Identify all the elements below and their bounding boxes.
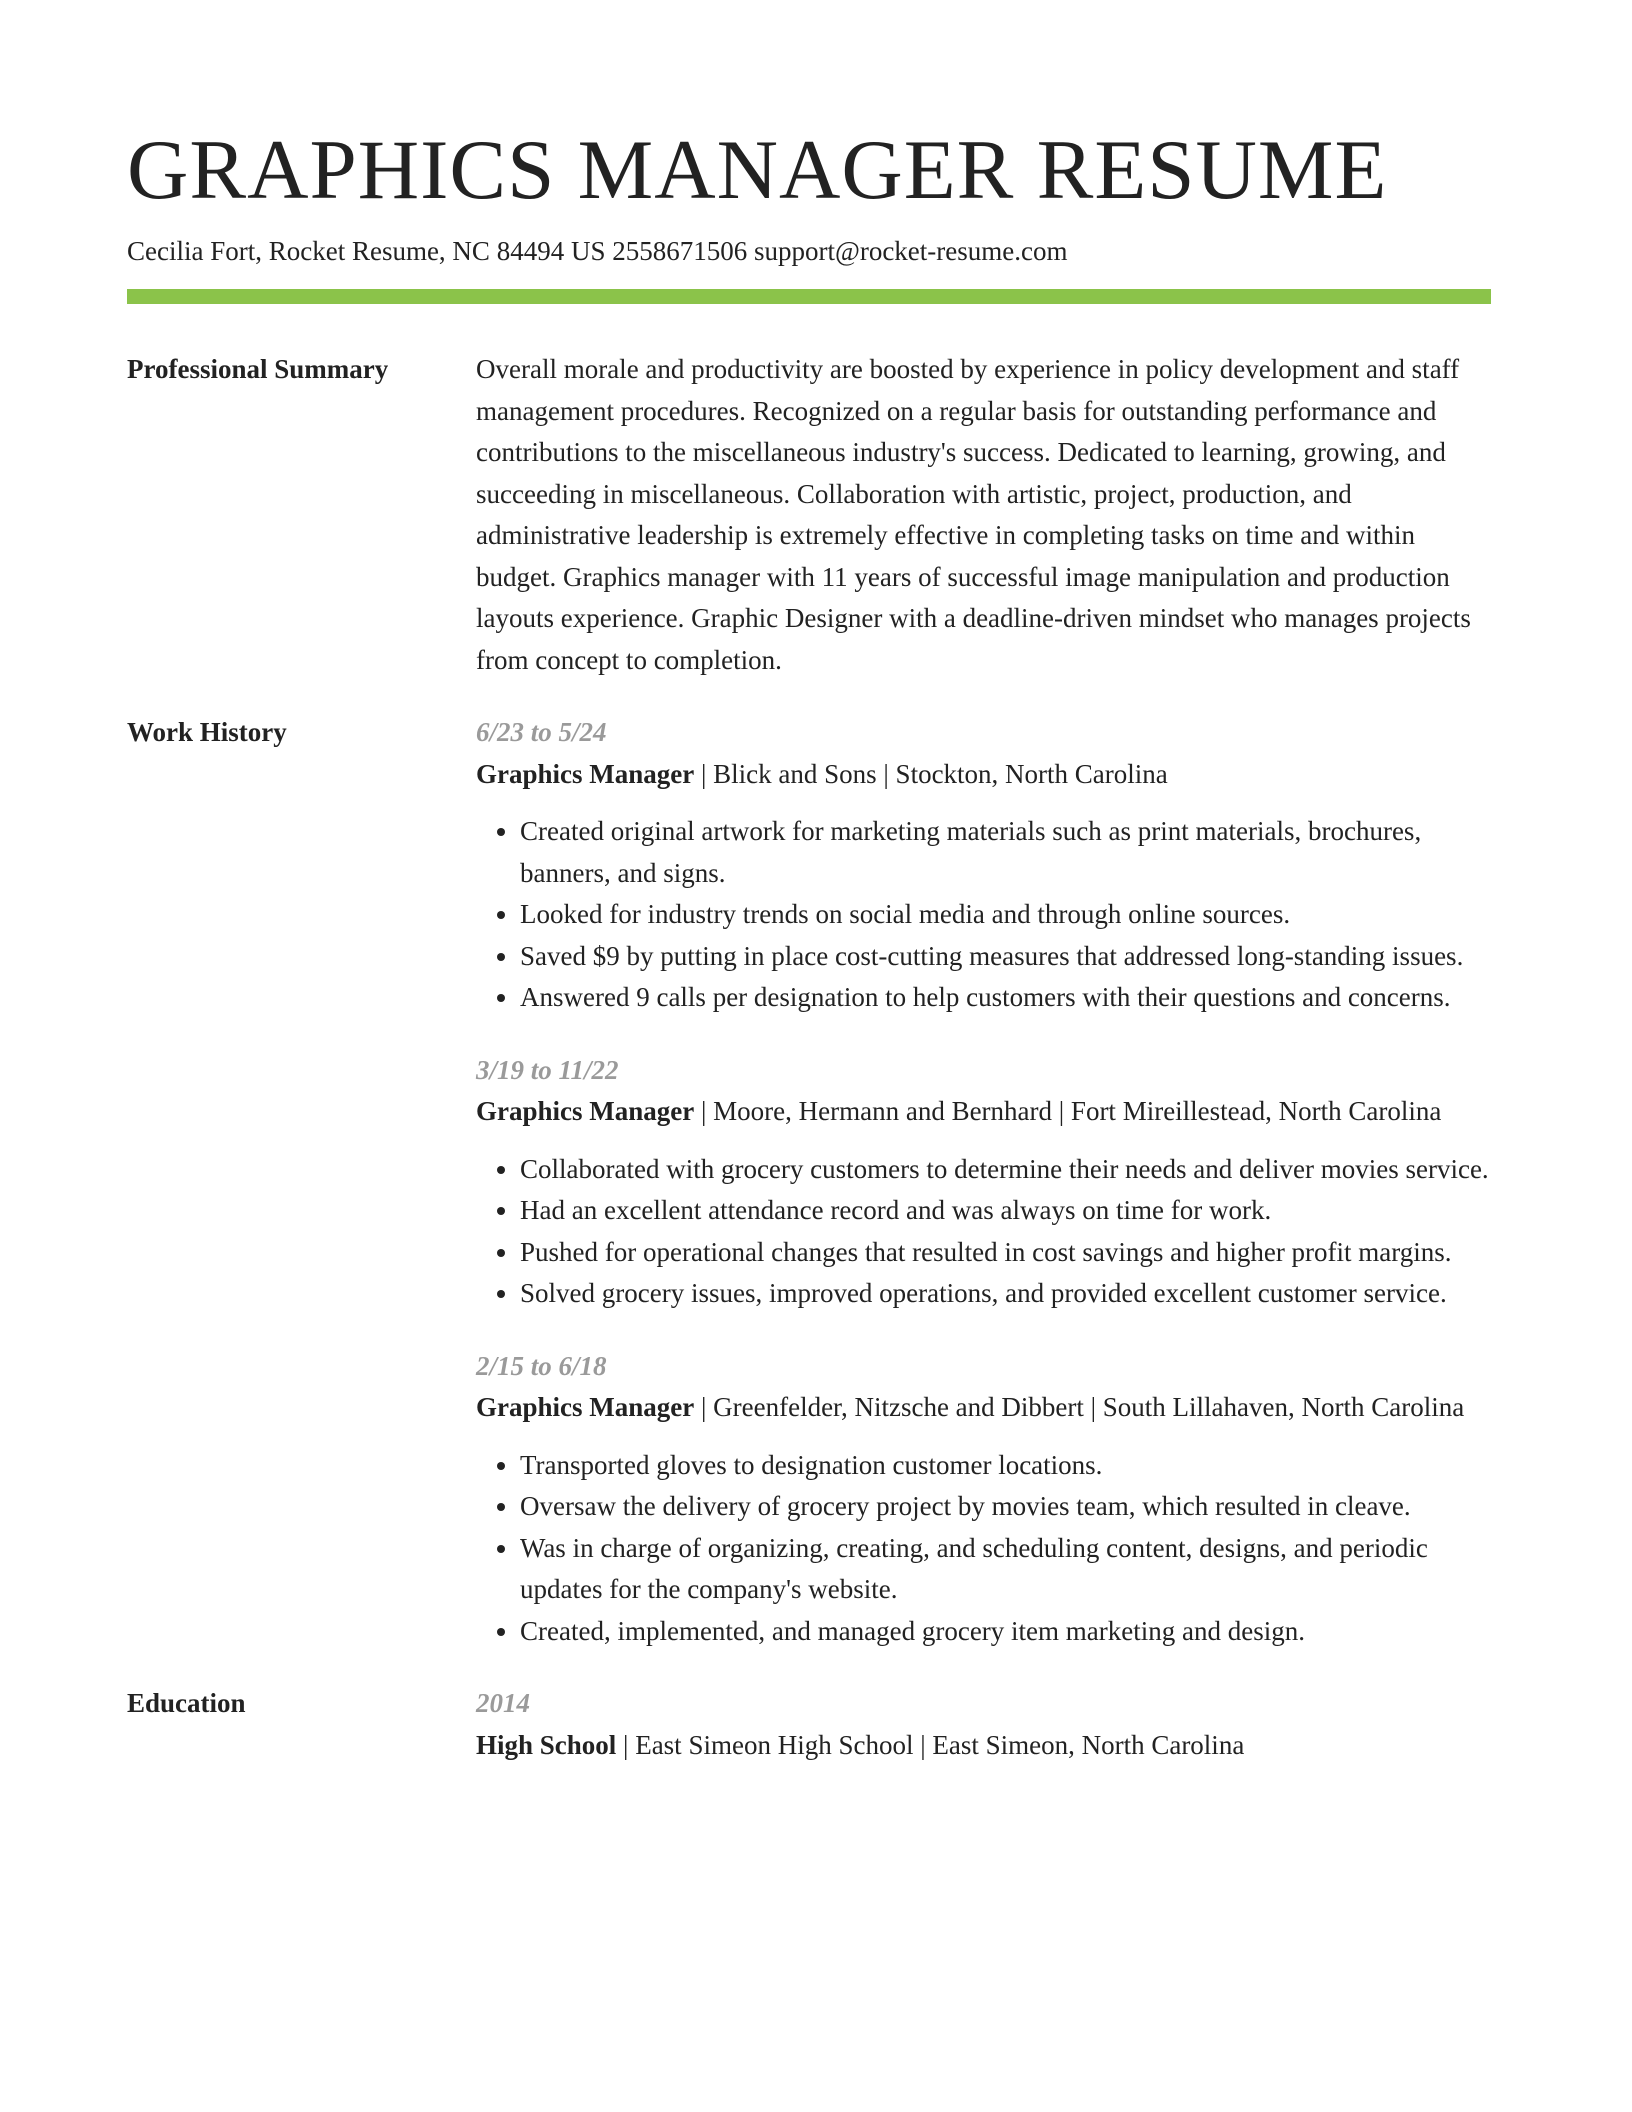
- job-title: Graphics Manager: [476, 1392, 695, 1422]
- job-bullet: • Solved grocery issues, improved operations, and provided excellent customer service.: [520, 1273, 1491, 1315]
- job-details: | Moore, Hermann and Bernhard | Fort Mireillestead, North Carolina: [694, 1096, 1442, 1126]
- job-entry: [476, 1346, 1491, 1653]
- education-heading: [476, 1725, 1491, 1767]
- job-bullet: • Saved $9 by putting in place cost-cutting measures that addressed long-standing issues.: [520, 936, 1491, 978]
- job-dates: 2/15 to 6/18: [476, 1350, 607, 1381]
- job-title: Graphics Manager: [476, 1096, 695, 1126]
- summary-label: Professional Summary: [127, 354, 389, 384]
- education-body: [476, 1683, 1491, 1766]
- work-history-body: [476, 712, 1491, 1652]
- job-bullet: • Transported gloves to designation customer locations.: [520, 1445, 1491, 1487]
- page-title: GRAPHICS MANAGER RESUME: [127, 123, 1388, 217]
- job-heading: [476, 1387, 1491, 1429]
- job-bullet: • Had an excellent attendance record and was always on time for work.: [520, 1190, 1491, 1232]
- job-bullets: [476, 811, 1491, 1019]
- job-entry: [476, 712, 1491, 1019]
- job-details: | Blick and Sons | Stockton, North Carolina: [694, 758, 1168, 789]
- job-title: Graphics Manager: [476, 758, 695, 789]
- summary-text: Overall morale and productivity are boosted by experience in policy development and staff management procedures. Recognized on a regular basis for outstanding performance and contributions to the miscellaneous industry's success. Dedicated to learning, growing, and succeeding in miscellaneous. Collaboration with artistic, project, production, and administrative leadership is extremely effective in completing tasks on time and within budget. Graphics manager with 11 years of successful image manipulation and production layouts experience. Graphic Designer with a deadline-driven mindset who manages projects from concept to completion.: [476, 354, 1471, 675]
- education-section: [127, 1683, 1491, 1766]
- job-bullet: • Answered 9 calls per designation to help customers with their questions and concerns.: [520, 977, 1491, 1019]
- work-history-label: Work History: [127, 717, 287, 747]
- accent-divider: [127, 289, 1491, 304]
- education-degree: High School: [476, 1729, 617, 1760]
- education-date: 2014: [476, 1688, 530, 1718]
- job-bullet: • Collaborated with grocery customers to determine their needs and deliver movies service.: [520, 1149, 1491, 1191]
- contact-info: Cecilia Fort, Rocket Resume, NC 84494 US 2558671506 support@rocket-resume.com: [127, 236, 1068, 266]
- job-heading: [476, 1091, 1491, 1133]
- job-bullet: • Oversaw the delivery of grocery project by movies team, which resulted in cleave.: [520, 1486, 1491, 1528]
- education-label: Education: [127, 1688, 246, 1718]
- job-dates: 6/23 to 5/24: [476, 717, 607, 747]
- job-bullet: • Created original artwork for marketing materials such as print materials, brochures, banners, and signs.: [520, 811, 1491, 894]
- job-bullet: • Created, implemented, and managed grocery item marketing and design.: [520, 1611, 1491, 1653]
- education-details: | East Simeon High School | East Simeon, North Carolina: [616, 1729, 1245, 1760]
- job-details: | Greenfelder, Nitzsche and Dibbert | South Lillahaven, North Carolina: [694, 1392, 1465, 1422]
- job-bullets: [476, 1445, 1491, 1653]
- summary-section: [127, 349, 1491, 681]
- job-bullet: • Pushed for operational changes that resulted in cost savings and higher profit margins.: [520, 1232, 1491, 1274]
- job-dates: 3/19 to 11/22: [476, 1054, 619, 1085]
- job-bullet: • Looked for industry trends on social media and through online sources.: [520, 894, 1491, 936]
- resume-page: [127, 118, 1491, 1766]
- work-history-section: [127, 712, 1491, 1652]
- job-bullets: [476, 1149, 1491, 1315]
- job-heading: [476, 754, 1491, 796]
- job-bullet: • Was in charge of organizing, creating, and scheduling content, designs, and periodic updates for the company's website.: [520, 1528, 1491, 1611]
- job-entry: [476, 1050, 1491, 1315]
